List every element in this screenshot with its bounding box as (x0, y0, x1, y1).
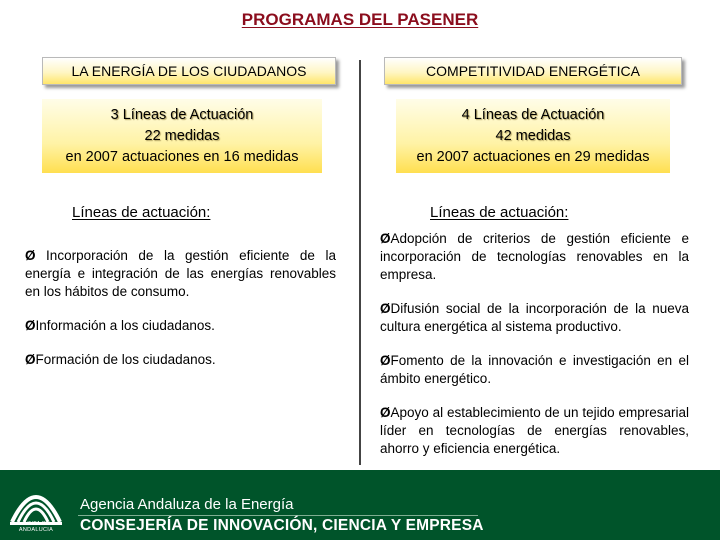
column-divider (359, 60, 361, 465)
right-summary-line2: 42 medidas (495, 127, 571, 144)
bullet-arrow-icon: Ø (380, 231, 391, 246)
left-lineas-title: Líneas de actuación: (72, 204, 211, 221)
list-item: Ø Incorporación de la gestión eficiente de la energía e integración de las energías renovables en los hábitos de consumo. (25, 248, 336, 299)
agency-name: Agencia Andaluza de la Energía (80, 496, 294, 513)
right-summary-line1: 4 Líneas de Actuación (461, 106, 605, 123)
left-header-label: LA ENERGÍA DE LOS CIUDADANOS (71, 63, 307, 79)
left-summary-box (42, 99, 322, 173)
junta-label: JUNTA DE ANDALUCIA (18, 521, 54, 533)
consejeria-name: CONSEJERÍA DE INNOVACIÓN, CIENCIA Y EMPRESA (80, 517, 484, 534)
bullet-arrow-icon: Ø (25, 318, 36, 333)
list-item: ØAdopción de criterios de gestión eficiente e incorporación de tecnologías renovables en la empresa. (380, 231, 689, 282)
bullet-arrow-icon: Ø (380, 301, 391, 316)
left-summary-line2: 22 medidas (144, 127, 220, 144)
footer-divider (78, 515, 478, 516)
list-item: ØDifusión social de la incorporación de la nueva cultura energética al sistema productivo. (380, 301, 689, 334)
bullet-arrow-icon: Ø (25, 248, 36, 263)
list-item: ØInformación a los ciudadanos. (25, 318, 215, 333)
right-items-list (380, 230, 689, 474)
bullet-arrow-icon: Ø (380, 353, 391, 368)
left-summary-line1: 3 Líneas de Actuación (110, 106, 254, 123)
left-summary-line3: en 2007 actuaciones en 16 medidas (65, 148, 299, 165)
page-title: PROGRAMAS DEL PASENER (241, 10, 479, 29)
list-item: ØApoyo al establecimiento de un tejido empresarial líder en tecnologías de energías renovables, ahorro y eficiencia energética. (380, 405, 689, 456)
right-header-label: COMPETITIVIDAD ENERGÉTICA (426, 63, 640, 79)
list-item: ØFomento de la innovación e investigación en el ámbito energético. (380, 353, 689, 386)
left-items-list (25, 247, 336, 385)
bullet-arrow-icon: Ø (25, 352, 36, 367)
list-item: ØFormación de los ciudadanos. (25, 352, 216, 367)
right-summary-box (396, 99, 670, 173)
right-summary-line3: en 2007 actuaciones en 29 medidas (416, 148, 650, 165)
right-lineas-title: Líneas de actuación: (430, 204, 569, 221)
left-header-box (42, 57, 336, 85)
bullet-arrow-icon: Ø (380, 405, 391, 420)
right-header-box (384, 57, 682, 85)
